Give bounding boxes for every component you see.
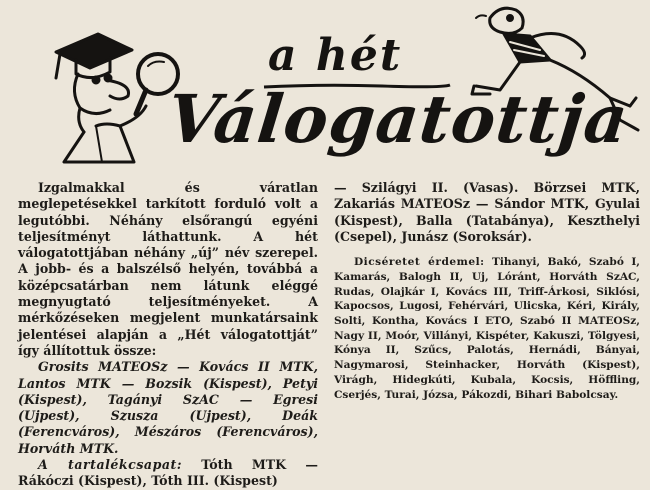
reserve-label: A tartalékcsapat: [38,457,183,473]
heading-small: a hét [268,30,403,81]
reserve-text: Tóth MTK — Rákóczi (Kispest), Tóth III. (Kispest) [18,457,318,489]
left-column [18,180,318,490]
honor-list: Tihanyi, Bakó, Szabó I, Kamarás, Balogh II, Uj, Lóránt, Horváth SzAC, Rudas, Olajkár I, Kovács III, Triff-Árkosi, Siklósi, Kapocsos, Lugosi, Fehérvári, Ulicska, Kéri, Király, Solti, Kontha, Kovács I ETO, Szabó II MATEOSz, Nagy II, Moór, Villányi, Kispéter, Kakuszi, Tölgyesi, Kónya II, Szűcs, Palotás, Hernádi, Bányai, Nagymarosi, Steinhacker, Horváth (Kispest), Virágh, Hidegkúti, Kubala, Kocsis, Höffling, Cserjés, Turai, Józsa, Pákozdi, Bihari Babolcsay. [334,256,640,401]
honor-paragraph [334,255,640,402]
paragraph-gap [334,245,640,255]
heading-big: Válogatottja [163,80,633,158]
honor-label: Dicséretet érdemel: [354,256,485,269]
intro-paragraph: Izgalmakkal és váratlan meglepetésekkel tarkított forduló volt a legutóbbi. Néhány elsőrangú egyéni teljesítményt láthattunk. A hét válogatottjában néhány „új” név szerepel. A jobb- és a balszélső helyén, továbbá a középcsatárban nem látunk eléggé megnyugtató teljesítményeket. A mérkőzéseken megjelent munkatársaink jelentései alapján a „Hét válogatottját” így állítottuk össze: [18,180,318,358]
magnifier-man-illustration [36,22,186,172]
reserve-continued: — Szilágyi II. (Vasas). Börzsei MTK, Zakariás MATEOSz — Sándor MTK, Gyulai (Kispest), Balla (Tatabánya), Keszthelyi (Csepel), Junász (Soroksár). [334,180,640,244]
lineup-text: Grosits MATEOSz — Kovács II MTK, Lantos MTK — Bozsik (Kispest), Petyi (Kispest), Tagányi SzAC — Egresi (Ujpest), Szusza (Ujpest), Deák (Ferencváros), Mészáros (Ferencváros), Horváth MTK. [18,359,318,456]
reserve-paragraph [18,457,318,490]
right-column [334,180,640,402]
lineup-paragraph [18,359,318,457]
